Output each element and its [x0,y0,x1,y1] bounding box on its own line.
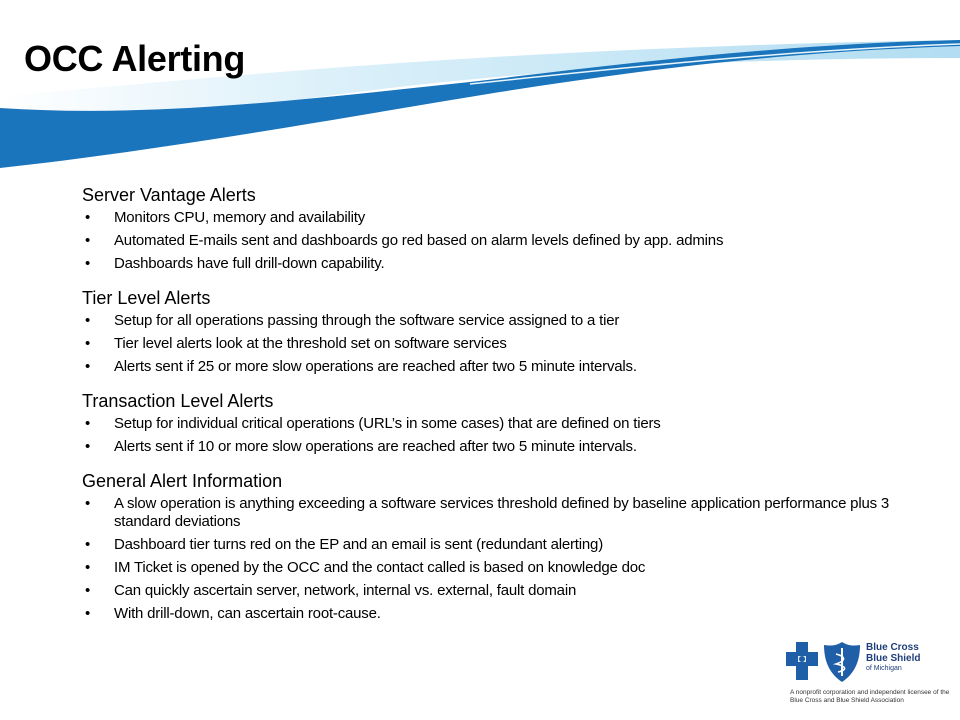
section-heading: Tier Level Alerts [82,288,211,308]
logo-line: Blue Cross [866,642,919,653]
section-heading: Transaction Level Alerts [82,391,274,411]
list-item: • A slow operation is anything exceeding a software services threshold defined by baseline application performance plus 3 standard deviations [82,495,912,531]
section-tier-level [82,287,912,376]
page-title: OCC Alerting [24,38,246,79]
bullet-list [82,209,912,273]
list-item: • Dashboards have full drill-down capability. [82,255,912,273]
section-heading: Server Vantage Alerts [82,185,256,205]
list-item: • Alerts sent if 25 or more slow operations are reached after two 5 minute intervals. [82,358,912,376]
list-item: • Alerts sent if 10 or more slow operations are reached after two 5 minute intervals. [82,438,912,456]
list-item: • Automated E-mails sent and dashboards go red based on alarm levels defined by app. admins [82,232,912,250]
section-transaction-level [82,390,912,456]
company-logo [784,640,954,712]
section-heading: General Alert Information [82,471,283,491]
logo-disclaimer: A nonprofit corporation and independent licensee of the Blue Cross and Blue Shield Association [790,689,950,704]
list-item: • Monitors CPU, memory and availability [82,209,912,227]
list-item: • Setup for all operations passing through the software service assigned to a tier [82,312,912,330]
logo-wordmark [866,642,946,673]
bullet-list [82,415,912,456]
list-item: • Dashboard tier turns red on the EP and an email is sent (redundant alerting) [82,536,912,554]
list-item: • Setup for individual critical operations (URL’s in some cases) that are defined on tiers [82,415,912,433]
list-item: • Can quickly ascertain server, network, internal vs. external, fault domain [82,582,912,600]
list-item: • IM Ticket is opened by the OCC and the contact called is based on knowledge doc [82,559,912,577]
bullet-list [82,495,912,623]
section-server-vantage [82,184,912,273]
blue-cross-icon [784,640,820,684]
logo-line: Blue Shield [866,653,921,664]
section-general-info [82,470,912,623]
list-item: • Tier level alerts look at the threshold set on software services [82,335,912,353]
list-item: • With drill-down, can ascertain root-cause. [82,605,912,623]
blue-shield-icon [822,640,862,684]
header-swoosh [0,0,960,200]
logo-line: of Michigan [866,665,902,672]
bullet-list [82,312,912,376]
content-area [82,184,912,637]
